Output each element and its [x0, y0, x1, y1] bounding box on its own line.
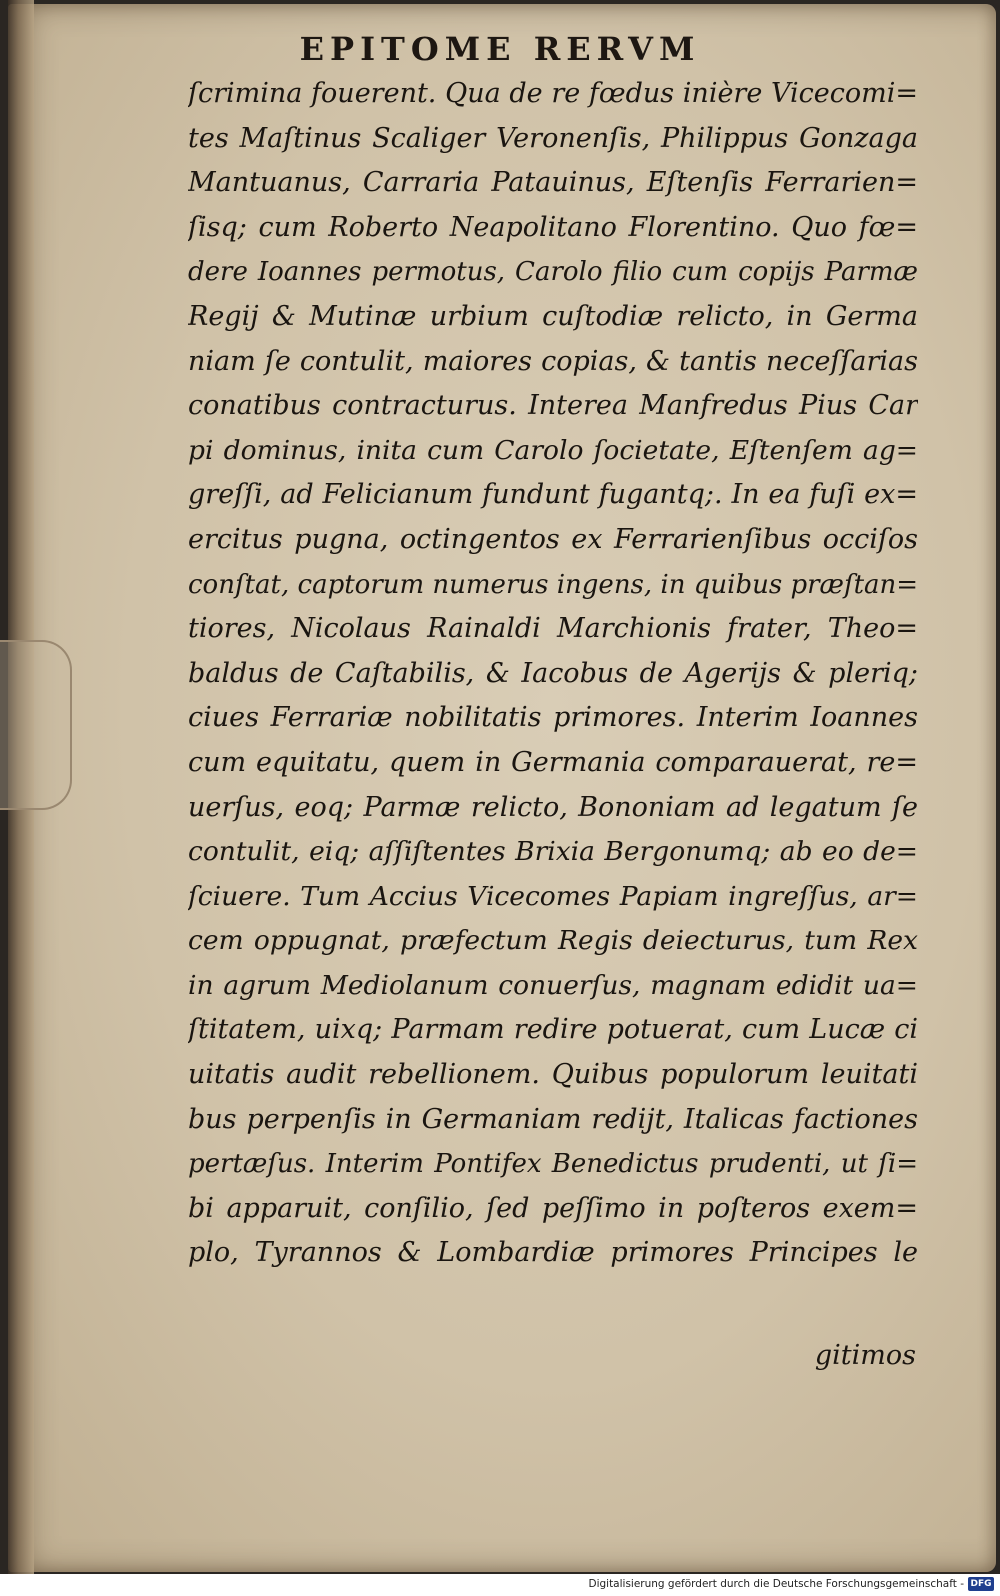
text-line: uitatis audit rebellionem. Quibus populorum leuitati — [188, 1059, 918, 1091]
text-line: ſciuere. Tum Accius Vicecomes Papiam ingreſſus, ar= — [188, 880, 918, 912]
text-line: bi apparuit, conſilio, ſed peſſimo in poſteros exem= — [188, 1192, 918, 1224]
digitization-credit: Digitalisierung gefördert durch die Deutsche Forschungsgemeinschaft - — [588, 1578, 964, 1590]
book-clasp — [0, 640, 72, 810]
catchword: gitimos — [814, 1340, 916, 1371]
running-head: EPITOME RERVM — [299, 30, 701, 68]
text-line: contulit, eiq; aſſiſtentes Brixia Bergonumq; ab eo de= — [188, 836, 918, 868]
text-line: ercitus pugna, octingentos ex Ferrarienſibus occiſos — [188, 523, 918, 555]
text-line: pertæſus. Interim Pontifex Benedictus prudenti, ut ſi= — [188, 1149, 918, 1180]
text-line: ſcrimina fouerent. Qua de re fœdus inière Vicecomi= — [188, 78, 918, 109]
text-line: Mantuanus, Carraria Patauinus, Eſtenſis Ferrarien= — [188, 167, 918, 199]
text-line: baldus de Caſtabilis, & Iacobus de Agerijs & pleriq; — [188, 657, 918, 689]
text-line: in agrum Mediolanum conuerſus, magnam edidit ua= — [188, 969, 918, 1001]
text-line: Regij & Mutinæ urbium cuſtodiæ relicto, in Germa — [188, 300, 918, 332]
text-line: conatibus contracturus. Interea Manfredus Pius Car — [188, 390, 918, 422]
text-line: cum equitatu, quem in Germania comparauerat, re= — [188, 746, 918, 778]
text-line: tiores, Nicolaus Rainaldi Marchionis frater, Theo= — [188, 613, 918, 645]
text-line: uerſus, eoq; Parmæ relicto, Bononiam ad legatum ſe — [188, 791, 918, 823]
text-line: bus perpenſis in Germaniam redijt, Italicas factiones — [188, 1103, 918, 1135]
body-text — [188, 72, 918, 1276]
footer-bar — [0, 1574, 1000, 1596]
text-line: plo, Tyrannos & Lombardiæ primores Principes le — [188, 1237, 918, 1269]
text-line: dere Ioannes permotus, Carolo filio cum copijs Parmæ — [188, 257, 918, 288]
text-line: ſisq; cum Roberto Neapolitano Florentino. Quo fœ= — [188, 211, 918, 243]
dfg-logo: DFG — [968, 1577, 994, 1591]
text-line: greſſi, ad Felicianum fundunt fugantq;. In ea fuſi ex= — [188, 479, 918, 511]
text-line: conſtat, captorum numerus ingens, in quibus præſtan= — [188, 569, 918, 600]
text-line: pi dominus, inita cum Carolo ſocietate, Eſtenſem ag= — [188, 434, 918, 466]
text-line: tes Maſtinus Scaliger Veronenſis, Philippus Gonzaga — [188, 122, 918, 154]
text-line: cem oppugnat, præfectum Regis deiecturus, tum Rex — [188, 925, 918, 957]
text-line: niam ſe contulit, maiores copias, & tantis neceſſarias — [188, 345, 918, 377]
text-line: ciues Ferrariæ nobilitatis primores. Interim Ioannes — [188, 702, 918, 734]
text-line: ſtitatem, uixq; Parmam redire potuerat, cum Lucæ ci — [188, 1014, 918, 1046]
